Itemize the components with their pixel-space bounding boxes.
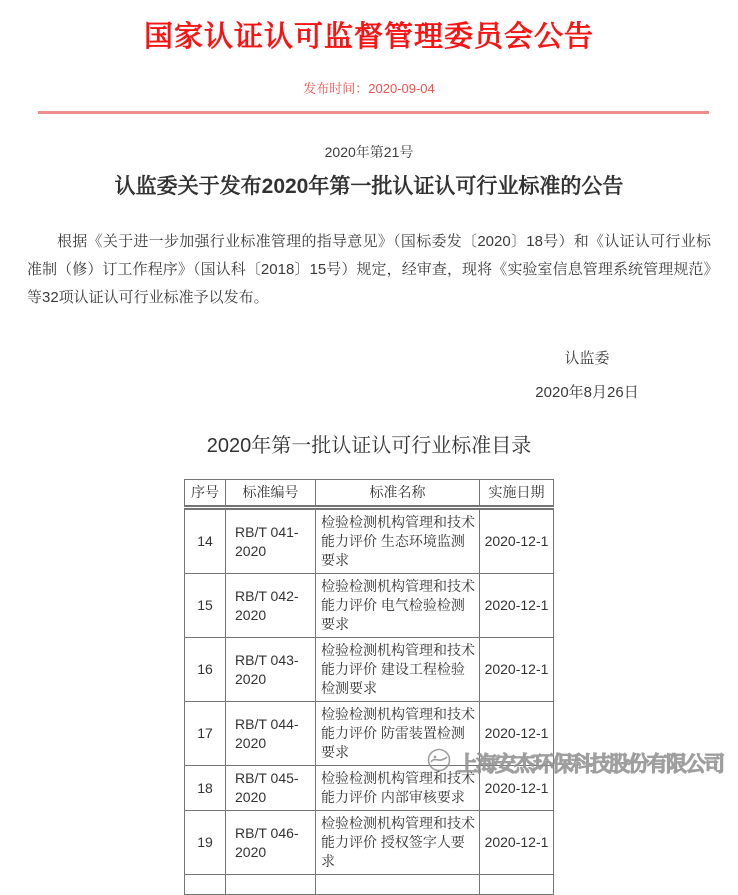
notice-body: 根据《关于进一步加强行业标准管理的指导意见》（国标委发〔2020〕18号）和《认证认可行业标准制（修）订工作程序》（国认科〔2018〕15号）规定，经审查，现将《实验室信息管理系统管理规范》等32项认证认可行业标准予以发布。 [27, 233, 711, 306]
signature-block [512, 347, 662, 402]
cell-seq: 16 [185, 638, 226, 702]
cell-date: 2020-12-1 [480, 638, 554, 702]
signer: 认监委 [564, 350, 610, 367]
notice-heading: 认监委关于发布2020年第一批认证认可行业标准的公告 [114, 175, 624, 198]
col-header-code: 标准编号 [226, 480, 316, 508]
table-header-row [185, 480, 554, 508]
publish-date-line [0, 78, 738, 97]
cell-name: 检验检测机构管理和技术能力评价 授权签字人要求 [316, 811, 480, 875]
cell-date: 2020-12-1 [480, 574, 554, 638]
cell-seq: 17 [185, 702, 226, 766]
cell-seq: 18 [185, 766, 226, 811]
cell-name: 检验检测机构管理和技术能力评价 内部审核要求 [316, 766, 480, 811]
table-row [185, 811, 554, 875]
document-number: 2020年第21号 [324, 144, 414, 160]
cell-date: 2020-12-1 [480, 702, 554, 766]
cell-date: 2020-12-1 [480, 508, 554, 574]
catalog-title: 2020年第一批认证认可行业标准目录 [206, 435, 532, 457]
cell-code: RB/T 046-2020 [226, 811, 316, 875]
cell-name: 检验检测机构管理和技术能力评价 生态环境监测要求 [316, 508, 480, 574]
col-header-date: 实施日期 [480, 480, 554, 508]
cell-date: 2020-12-1 [480, 811, 554, 875]
cell-date: 2020-12-1 [480, 766, 554, 811]
red-divider [38, 111, 709, 114]
col-header-name: 标准名称 [316, 480, 480, 508]
standards-table [184, 479, 554, 895]
company-watermark [426, 747, 723, 778]
cell-seq: 19 [185, 811, 226, 875]
cell-code: RB/T 041-2020 [226, 508, 316, 574]
cell-name: 检验检测机构管理和技术能力评价 电气检验检测要求 [316, 574, 480, 638]
cell-name: 检验检测机构管理和技术能力评价 防雷装置检测要求 [316, 702, 480, 766]
col-header-no: 序号 [185, 480, 226, 508]
publish-date-value: 2020-09-04 [368, 81, 435, 96]
table-row [185, 574, 554, 638]
cell-code: RB/T 043-2020 [226, 638, 316, 702]
sign-date: 2020年8月26日 [535, 384, 639, 401]
table-row [185, 638, 554, 702]
cell-code: RB/T 045-2020 [226, 766, 316, 811]
cell-name: 检验检测机构管理和技术能力评价 建设工程检验检测要求 [316, 638, 480, 702]
page-title: 国家认证认可监督管理委员会公告 [143, 21, 594, 53]
company-logo-icon [426, 747, 452, 778]
publish-date-label: 发布时间： [303, 81, 369, 96]
table-row [185, 508, 554, 574]
company-name: 上海安杰环保科技股份有限公司 [457, 752, 723, 776]
cell-code: RB/T 044-2020 [226, 702, 316, 766]
cell-seq: 15 [185, 574, 226, 638]
cell-seq: 14 [185, 508, 226, 574]
table-row-clipped [185, 875, 554, 895]
cell-code: RB/T 042-2020 [226, 574, 316, 638]
